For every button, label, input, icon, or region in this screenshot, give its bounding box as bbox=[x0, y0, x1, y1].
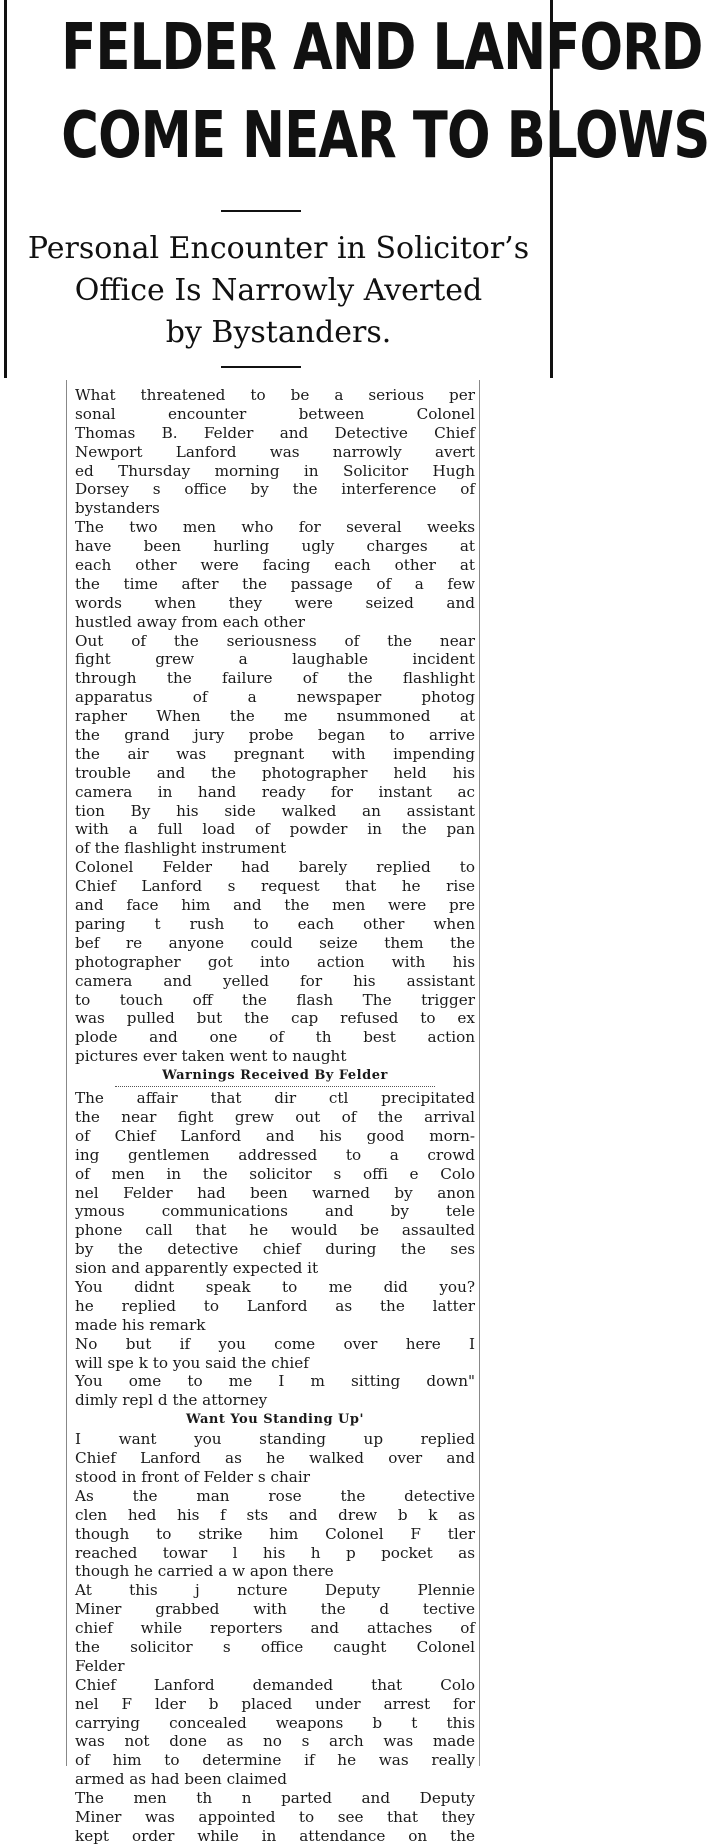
article-line: will spe k to you said the chief bbox=[75, 1353, 309, 1372]
article-line: Felder bbox=[75, 1656, 125, 1675]
article-line: The men th n parted and Deputy bbox=[75, 1789, 475, 1808]
article-line: though to strike him Colonel F tler bbox=[75, 1524, 475, 1543]
article-line: by the detective chief during the ses bbox=[75, 1240, 475, 1259]
article-line: trouble and the photographer held his bbox=[75, 763, 475, 782]
article-line: the near fight grew out of the arrival bbox=[75, 1107, 475, 1126]
article-line: camera and yelled for his assistant bbox=[75, 971, 475, 990]
headline-line-2: COME NEAR TO BLOWS bbox=[61, 99, 709, 173]
article-line: was not done as no s arch was made bbox=[75, 1732, 475, 1751]
article-line: with a full load of powder in the pan bbox=[75, 820, 475, 839]
deck-divider bbox=[221, 366, 301, 368]
headline-block bbox=[4, 0, 709, 378]
article-line: tion By his side walked an assistant bbox=[75, 801, 475, 820]
article-line: though he carried a w apon there bbox=[75, 1562, 334, 1581]
deck-line-2: Office Is Narrowly Averted bbox=[74, 273, 483, 308]
article-line: the solicitor s office caught Colonel bbox=[75, 1638, 475, 1656]
article-line: the air was pregnant with impending bbox=[75, 744, 475, 763]
headline-line-1: FELDER AND LANFORD bbox=[61, 11, 703, 85]
article-line: paring t rush to each other when bbox=[75, 914, 475, 933]
article-line: You didnt speak to me did you? bbox=[75, 1277, 475, 1296]
article-line: armed as had been claimed bbox=[75, 1770, 288, 1789]
article-line: bef re anyone could seize them the bbox=[75, 933, 475, 952]
subheading: Warnings Received By Felder bbox=[162, 1068, 388, 1084]
article-line: Chief Lanford as he walked over and bbox=[75, 1449, 475, 1468]
article-line: camera in hand ready for instant ac bbox=[75, 782, 475, 801]
article-line: have been hurling ugly charges at bbox=[75, 537, 475, 556]
article-line: The affair that dir ctl precipitated bbox=[75, 1089, 475, 1108]
article-line: You ome to me I m sitting down" bbox=[75, 1372, 475, 1391]
article-line: of Chief Lanford and his good morn- bbox=[75, 1126, 475, 1145]
article-line: reached towar l his h p pocket as bbox=[75, 1543, 475, 1562]
article-line: Miner grabbed with the d tective bbox=[75, 1600, 475, 1619]
article-line: No but if you come over here I bbox=[75, 1334, 475, 1353]
article-line: kept order while in attendance on the bbox=[75, 1826, 475, 1845]
article-line: Chief Lanford s request that he rise bbox=[75, 877, 475, 896]
article-line: carrying concealed weapons b t this bbox=[75, 1713, 475, 1732]
article-line: rapher When the me nsummoned at bbox=[75, 707, 475, 726]
article-line: Miner was appointed to see that they bbox=[75, 1808, 475, 1827]
article-line: Out of the seriousness of the near bbox=[75, 631, 475, 650]
article-line: clen hed his f sts and drew b k as bbox=[75, 1505, 475, 1524]
article-body bbox=[75, 386, 475, 1846]
article-line: pictures ever taken went to naught bbox=[75, 1047, 347, 1066]
article-line: he replied to Lanford as the latter bbox=[75, 1296, 475, 1315]
article-line: apparatus of a newspaper photog bbox=[75, 688, 475, 707]
article-line: fight grew a laughable incident bbox=[75, 650, 475, 669]
article-line: I want you standing up replied bbox=[75, 1430, 475, 1449]
article-line: sonal encounter between Colonel bbox=[75, 404, 475, 423]
deck-line-1: Personal Encounter in Solicitor’s bbox=[27, 231, 530, 266]
article-line: Colonel Felder had barely replied to bbox=[75, 858, 475, 877]
article-line: of him to determine if he was really bbox=[75, 1751, 475, 1770]
article-line: of men in the solicitor s offi e Colo bbox=[75, 1164, 475, 1183]
article-line: sion and apparently expected it bbox=[75, 1259, 319, 1278]
article-column bbox=[66, 380, 480, 1845]
article-line: phone call that he would be assaulted bbox=[75, 1221, 475, 1240]
article-line: stood in front of Felder s chair bbox=[75, 1467, 310, 1486]
article-line: plode and one of th best action bbox=[75, 1028, 475, 1047]
article-line: the time after the passage of a few bbox=[75, 574, 475, 593]
article-line: was pulled but the cap refused to ex bbox=[75, 1009, 475, 1028]
article-line: Dorsey s office by the interference of bbox=[75, 480, 475, 499]
article-line: of the flashlight instrument bbox=[75, 839, 287, 858]
article-line: each other were facing each other at bbox=[75, 556, 475, 575]
article-line: dimly repl d the attorney bbox=[75, 1391, 268, 1410]
article-line: the grand jury probe began to arrive bbox=[75, 726, 475, 745]
article-line: The two men who for several weeks bbox=[75, 518, 475, 537]
article-line: As the man rose the detective bbox=[75, 1486, 475, 1505]
article-line: Thomas B. Felder and Detective Chief bbox=[75, 423, 475, 442]
article-line: through the failure of the flashlight bbox=[75, 669, 475, 688]
article-line: bystanders bbox=[75, 499, 160, 518]
deck-line-3: by Bystanders. bbox=[165, 315, 392, 350]
article-line: hustled away from each other bbox=[75, 612, 306, 631]
article-line: At this j ncture Deputy Plennie bbox=[75, 1581, 475, 1600]
article-line: What threatened to be a serious per bbox=[75, 386, 475, 404]
article-line: photographer got into action with his bbox=[75, 952, 475, 971]
article-line: words when they were seized and bbox=[75, 593, 475, 612]
article-line: to touch off the flash The trigger bbox=[75, 990, 475, 1009]
article-line: nel F lder b placed under arrest for bbox=[75, 1694, 475, 1713]
article-line: Chief Lanford demanded that Colo bbox=[75, 1675, 475, 1694]
article-line: chief while reporters and attaches of bbox=[75, 1619, 475, 1638]
article-line: made his remark bbox=[75, 1315, 206, 1334]
article-line: ed Thursday morning in Solicitor Hugh bbox=[75, 461, 475, 480]
article-line: ing gentlemen addressed to a crowd bbox=[75, 1145, 475, 1164]
article-line: and face him and the men were pre bbox=[75, 896, 475, 915]
headline-divider bbox=[221, 210, 301, 212]
subheading: Want You Standing Up' bbox=[186, 1412, 364, 1428]
article-line: Newport Lanford was narrowly avert bbox=[75, 442, 475, 461]
article-line: nel Felder had been warned by anon bbox=[75, 1183, 475, 1202]
article-line: ymous communications and by tele bbox=[75, 1202, 475, 1221]
